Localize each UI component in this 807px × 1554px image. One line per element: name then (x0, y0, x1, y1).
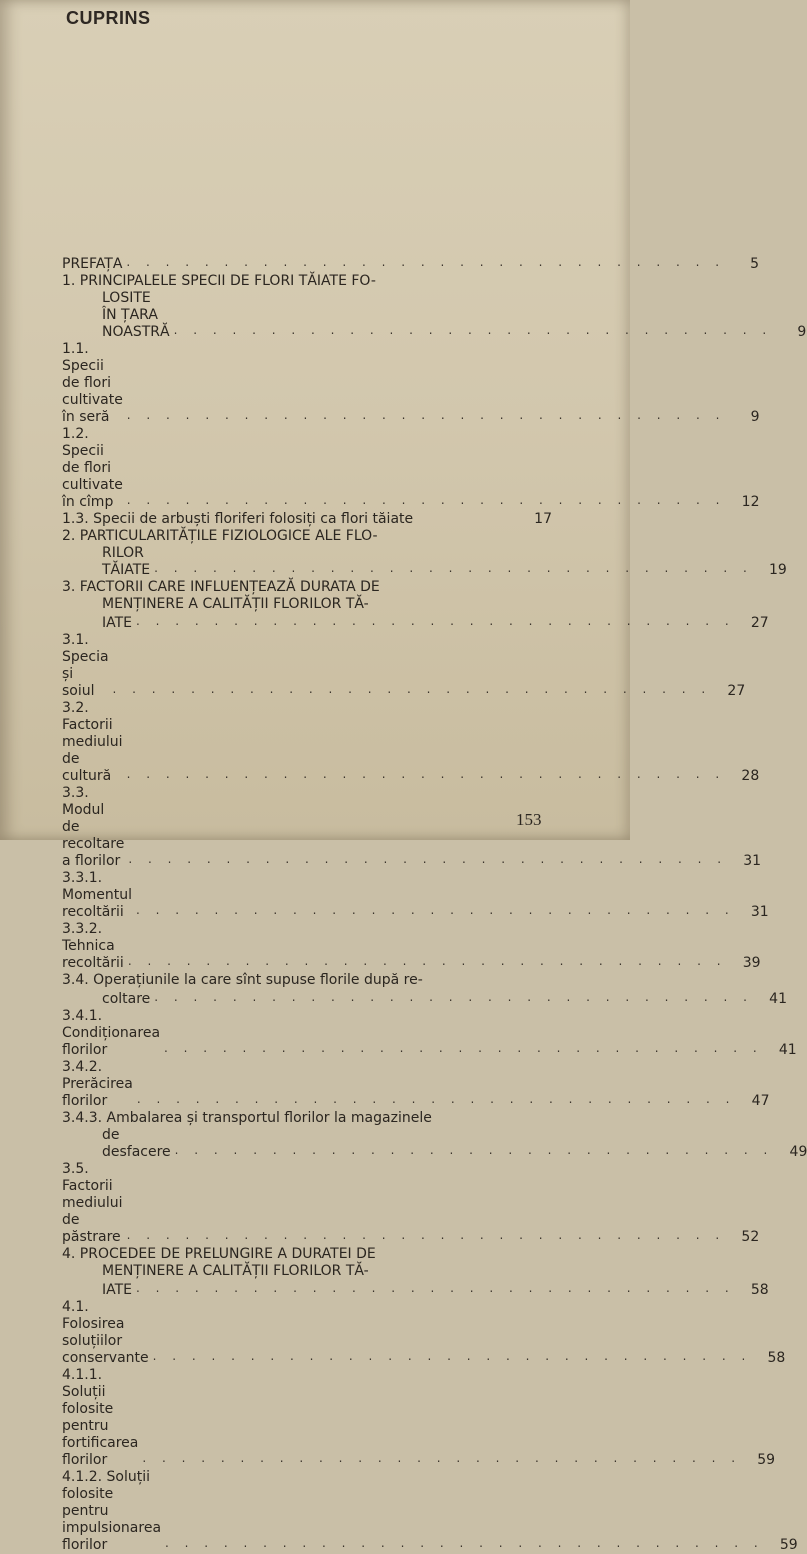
toc-entry-page: 59 (779, 1537, 798, 1553)
page-number: 153 (516, 810, 542, 829)
toc-leader-dots: . . . . . . . . . . . . . . . . . . . . . . . . . . . . . . . (126, 255, 726, 269)
toc-entry-page: 31 (750, 904, 769, 920)
toc-entry (62, 785, 762, 870)
toc-leader-dots: . . . . . . . . . . . . . . . . . . . . . . . . . . . . . . . (136, 614, 735, 628)
toc-entry-title: 4.1.1. Soluții folosite pentru fortificarea florilor (62, 1367, 139, 1468)
toc-entry-title: LOSITE ÎN ȚARA NOASTRĂ (102, 290, 170, 340)
toc-entry (62, 613, 769, 632)
toc-entry (62, 1469, 798, 1554)
toc-entry (62, 870, 769, 921)
toc-entry-title: 3.3. Modul de recoltare a florilor (62, 785, 125, 869)
toc-entry-title: 3.1. Specia și soiul (62, 632, 109, 699)
page-title: CUPRINS (66, 8, 151, 28)
toc-entry-page: 28 (741, 768, 760, 784)
toc-entry-page: 9 (797, 324, 807, 340)
toc-entry-page: 31 (743, 853, 762, 869)
toc-entry-page: 47 (751, 1093, 770, 1109)
toc-entry-title: MENȚINERE A CALITĂȚII FLORILOR TĂ- (102, 596, 369, 612)
toc-entry-title: 4.1.2. Soluții folosite pentru impulsionarea florilor (62, 1469, 162, 1553)
toc-entry (62, 596, 552, 613)
toc-entry-title: 3.4.2. Prerăcirea florilor (62, 1059, 133, 1109)
toc-entry-title: 3. FACTORII CARE INFLUENȚEAZĂ DURATA DE (62, 579, 380, 595)
toc-entry-title: 3.2. Factorii mediului de cultură (62, 700, 123, 784)
toc-entry (62, 1110, 552, 1127)
toc-leader-dots: . . . . . . . . . . . . . . . . . . . . . . . . . . . . . . . (126, 493, 726, 507)
toc-entry (62, 273, 552, 290)
toc-entry (62, 1127, 807, 1161)
toc-entry (62, 254, 760, 273)
toc-entry-page: 58 (767, 1350, 786, 1366)
toc-entry-page: 17 (534, 511, 552, 527)
toc-entry-page: 12 (741, 494, 760, 510)
toc-entry (62, 700, 760, 785)
toc-entry-page: 39 (742, 955, 761, 971)
toc-entry (62, 1008, 797, 1059)
toc-entry-title: PREFAȚA (62, 256, 123, 272)
toc-entry-page: 19 (769, 562, 787, 578)
toc-leader-dots: . . . . . . . . . . . . . . . . . . . . . . . . . . . . . . . (127, 954, 727, 968)
toc-entry-title: IATE (102, 615, 133, 631)
toc-leader-dots: . . . . . . . . . . . . . . . . . . . . . . . . . . . . . . . (136, 1092, 736, 1106)
toc-entry (62, 1059, 770, 1110)
toc-leader-dots: . . . . . . . . . . . . . . . . . . . . . . . . . . . . . . . (164, 1041, 763, 1055)
toc-entry-title: 1.1. Specii de flori cultivate în seră (62, 341, 123, 425)
toc-entry-title: 4.1. Folosirea soluțiilor conservante (62, 1299, 149, 1366)
toc-entry-title: RILOR TĂIATE (102, 545, 151, 578)
toc-leader-dots: . . . . . . . . . . . . . . . . . . . . . . . . . . . . . . . (112, 682, 712, 696)
toc-leader-dots: . . . . . . . . . . . . . . . . . . . . . . . . . . . . . . . (126, 1228, 726, 1242)
toc-entry (62, 545, 787, 579)
toc-entry-title: 3.4.3. Ambalarea și transportul florilor la magazinele (62, 1110, 432, 1126)
toc-leader-dots: . . . . . . . . . . . . . . . . . . . . . . . . . . . . . . . (142, 1451, 742, 1465)
toc-entry-title: 3.3.1. Momentul recoltării (62, 870, 133, 920)
toc-entry-title: 3.4.1. Condiționarea florilor (62, 1008, 161, 1058)
toc-entry-page: 27 (727, 683, 746, 699)
toc-entry-title: 3.4. Operațiunile la care sînt supuse florile după re- (62, 972, 423, 988)
toc-leader-dots: . . . . . . . . . . . . . . . . . . . . . . . . . . . . . . . (174, 1143, 774, 1157)
toc-entry-page: 5 (750, 256, 760, 272)
table-of-contents (62, 254, 807, 1554)
toc-entry (62, 290, 807, 341)
toc-entry (62, 1263, 552, 1280)
toc-leader-dots: . . . . . . . . . . . . . . . . . . . . . . . . . . . . . . . (136, 1281, 735, 1295)
toc-leader-dots: . . . . . . . . . . . . . . . . . . . . . . . . . . . . . . . (136, 903, 735, 917)
toc-entry-title: 3.5. Factorii mediului de păstrare (62, 1161, 123, 1245)
toc-entry-title: MENȚINERE A CALITĂȚII FLORILOR TĂ- (102, 1263, 369, 1279)
toc-leader-dots: . . . . . . . . . . . . . . . . . . . . . . . . . . . . . . . (154, 990, 753, 1004)
toc-entry (62, 1367, 776, 1469)
toc-entry (62, 511, 552, 528)
toc-entry-page: 27 (750, 615, 769, 631)
toc-leader-dots: . . . . . . . . . . . . . . . . . . . . . . . . . . . . . . . (128, 852, 728, 866)
toc-entry-page: 52 (741, 1229, 760, 1245)
toc-entry-title: 1. PRINCIPALELE SPECII DE FLORI TĂIATE FO- (62, 273, 376, 289)
toc-leader-dots: . . . . . . . . . . . . . . . . . . . . . . . . . . . . . . . (173, 323, 773, 337)
toc-entry (62, 989, 787, 1008)
toc-entry (62, 579, 552, 596)
toc-entry (62, 1246, 552, 1263)
toc-entry-page: 9 (750, 409, 760, 425)
toc-leader-dots: . . . . . . . . . . . . . . . . . . . . . . . . . . . . . . . (126, 408, 726, 422)
toc-entry (62, 921, 761, 972)
toc-entry-title: IATE (102, 1282, 133, 1298)
toc-leader-dots: . . . . . . . . . . . . . . . . . . . . . . . . . . . . . . . (154, 561, 753, 575)
toc-entry (62, 426, 760, 511)
toc-leader-dots: . . . . . . . . . . . . . . . . . . . . . . . . . . . . . . . (152, 1349, 752, 1363)
toc-entry-title: 4. PROCEDEE DE PRELUNGIRE A DURATEI DE (62, 1246, 376, 1262)
toc-entry-page: 41 (778, 1042, 797, 1058)
toc-entry (62, 1280, 769, 1299)
toc-entry (62, 632, 746, 700)
toc-entry-page: 41 (769, 991, 787, 1007)
toc-entry-title: 1.2. Specii de flori cultivate în cîmp (62, 426, 123, 510)
toc-entry-title: de desfacere (102, 1127, 171, 1160)
toc-leader-dots: . . . . . . . . . . . . . . . . . . . . . . . . . . . . . . . (126, 767, 726, 781)
toc-entry-page: 49 (789, 1144, 807, 1160)
toc-entry (62, 972, 552, 989)
toc-entry-title: 1.3. Specii de arbuști floriferi folosiți ca flori tăiate (62, 511, 414, 527)
toc-entry-title: 2. PARTICULARITĂȚILE FIZIOLOGICE ALE FLO- (62, 528, 378, 544)
toc-entry-page: 59 (757, 1452, 776, 1468)
toc-entry-page: 58 (750, 1282, 769, 1298)
toc-entry (62, 1161, 760, 1246)
toc-entry-title: 3.3.2. Tehnica recoltării (62, 921, 124, 971)
toc-entry-title: coltare (102, 991, 151, 1007)
toc-leader-dots: . . . . . . . . . . . . . . . . . . . . . . . . . . . . . . . (165, 1536, 764, 1550)
toc-entry (62, 1299, 786, 1367)
toc-entry (62, 528, 552, 545)
toc-entry (62, 341, 760, 426)
